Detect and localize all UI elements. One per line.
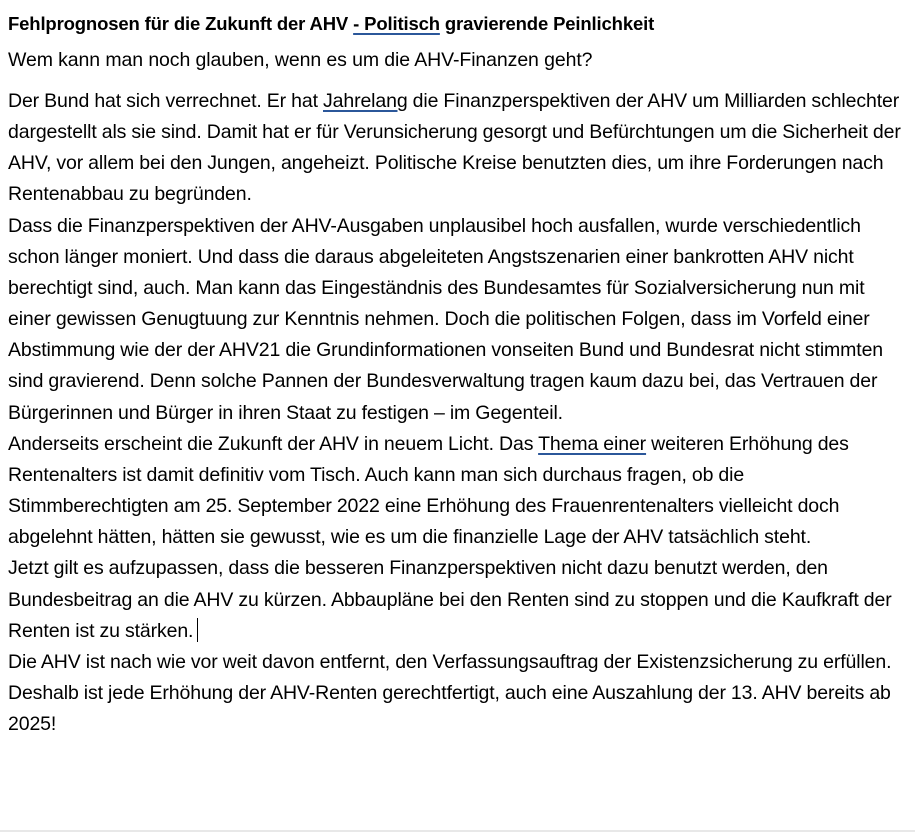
- paragraph-3: [8, 429, 908, 554]
- paragraph-4: [8, 553, 908, 646]
- document-title: [8, 8, 908, 39]
- text-cursor: [197, 618, 198, 642]
- title-text-end: gravierende Peinlichkeit: [439, 13, 655, 34]
- document-body[interactable]: [8, 8, 908, 740]
- document-subtitle: Wem kann man noch glauben, wenn es um die AHV-Finanzen geht?: [8, 49, 593, 71]
- paragraph-2: Dass die Finanzperspektiven der AHV-Ausgaben unplausibel hoch ausfallen, wurde verschiedentlich schon länger moniert. Und dass die daraus abgeleiteten Angstszenarien einer bankrotten AHV nicht berechtigt sind, auch. Man kann das Eingeständnis des Bundesamtes für Sozialversicherung nun mit einer gewissen Genugtuung zur Kenntnis nehmen. Doch die politischen Folgen, dass im Vorfeld einer Abstimmung wie der der AHV21 die Grundinformationen vonseiten Bund und Bundesrat nicht stimmten sind gravierend. Denn solche Pannen der Bundesverwaltung tragen kaum dazu bei, das Vertrauen der Bürgerinnen und Bürger in ihren Staat zu festigen – im Gegenteil.: [8, 214, 884, 424]
- title-proofing-mark[interactable]: - Politisch: [353, 13, 440, 34]
- paragraph-1-end: die Finanzperspektiven der AHV um Milliarden schlechter dargestellt als sie sind. Damit hat er für Verunsicherung gesorgt und Befürchtungen um die Sicherheit der AHV, vor allem bei den Jungen, angeheizt. Politische Kreise benutzten dies, um ihre Forderungen nach Rentenabbau zu begründen.: [8, 90, 901, 206]
- title-text-start: Fehlprognosen für die Zukunft der AHV: [8, 13, 354, 34]
- paragraph-4-text: Jetzt gilt es aufzupassen, dass die besseren Finanzperspektiven nicht dazu benutzt werden, den Bundesbeitrag an die AHV zu kürzen. Abbaupläne bei den Renten sind zu stoppen und die Kaufkraft der Renten ist zu stärken.: [8, 557, 892, 642]
- paragraph-3-start: Anderseits erscheint die Zukunft der AHV in neuem Licht. Das: [8, 432, 539, 455]
- paragraph-5: Die AHV ist nach wie vor weit davon entfernt, den Verfassungsauftrag der Existenzsicherung zu erfüllen. Deshalb ist jede Erhöhung der AHV-Renten gerechtfertigt, auch eine Auszahlung der 13. AHV bereits ab 2025!: [8, 650, 892, 736]
- paragraph-3-end: weiteren Erhöhung des Rentenalters ist damit definitiv vom Tisch. Auch kann man sich durchaus fragen, ob die Stimmberechtigten am 25. September 2022 eine Erhöhung des Frauenrentenalters vielleicht doch abgelehnt hätten, hätten sie gewusst, wie es um die finanzielle Lage der AHV tatsächlich steht.: [8, 432, 849, 549]
- paragraph-1: [8, 86, 908, 211]
- paragraph-1-start: Der Bund hat sich verrechnet. Er hat: [8, 90, 323, 112]
- paragraph-1-proofing-mark[interactable]: Jahrelang: [323, 90, 408, 112]
- paragraph-3-proofing-mark[interactable]: Thema einer: [538, 432, 647, 455]
